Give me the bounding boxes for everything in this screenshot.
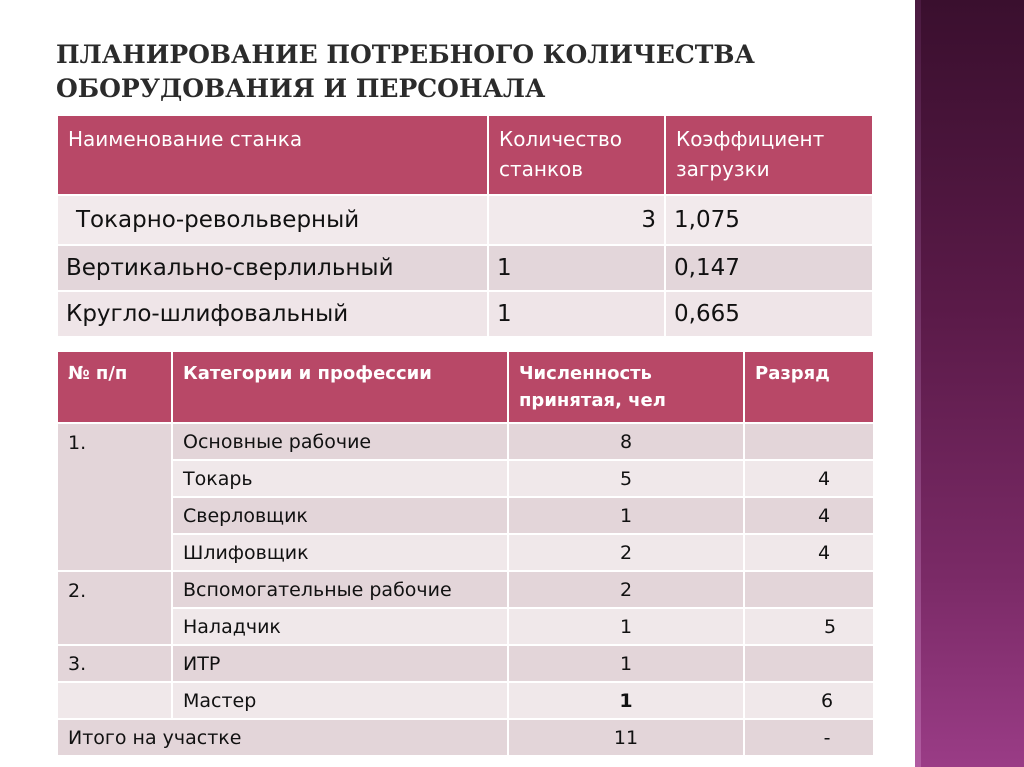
- machine-count: 1: [489, 246, 664, 290]
- load-factor: 0,665: [666, 292, 872, 336]
- headcount: 1: [509, 646, 743, 681]
- column-header-machine-name: Наименование станка: [58, 116, 487, 194]
- column-header-headcount: Численность принятая, чел: [509, 352, 743, 422]
- title-line-1: ПЛАНИРОВАНИЕ ПОТРЕБНОГО КОЛИЧЕСТВА: [56, 40, 755, 69]
- group-number: 3.: [58, 646, 171, 681]
- headcount: 2: [509, 572, 743, 607]
- load-factor: 1,075: [666, 196, 872, 244]
- column-header-category: Категории и профессии: [173, 352, 507, 422]
- column-header-machine-count: Количество станков: [489, 116, 664, 194]
- column-header-number: № п/п: [58, 352, 171, 422]
- headcount: 2: [509, 535, 743, 570]
- machines-table: [56, 114, 874, 338]
- table-row: [58, 196, 872, 244]
- grade: 4: [745, 461, 873, 496]
- category-name: ИТР: [173, 646, 507, 681]
- machine-name: Кругло-шлифовальный: [58, 292, 487, 336]
- grade: 4: [745, 535, 873, 570]
- headcount: 5: [509, 461, 743, 496]
- table-row: [58, 572, 873, 607]
- table-row-total: [58, 720, 873, 755]
- grade: 6: [745, 683, 873, 718]
- category-name: Основные рабочие: [173, 424, 507, 459]
- category-name: Вспомогательные рабочие: [173, 572, 507, 607]
- machine-count: 1: [489, 292, 664, 336]
- group-number-empty: [58, 683, 171, 718]
- machine-count: 3: [489, 196, 664, 244]
- group-number: 2.: [58, 572, 171, 644]
- machine-name: Вертикально-сверлильный: [58, 246, 487, 290]
- table-header-row: [58, 116, 872, 194]
- headcount: 1: [509, 609, 743, 644]
- total-label: Итого на участке: [58, 720, 507, 755]
- category-name: Шлифовщик: [173, 535, 507, 570]
- grade: [745, 572, 873, 607]
- column-header-grade: Разряд: [745, 352, 873, 422]
- total-headcount: 11: [509, 720, 743, 755]
- headcount: 1: [509, 683, 743, 718]
- column-header-load-factor: Коэффициент загрузки: [666, 116, 872, 194]
- staff-table: [56, 350, 875, 757]
- table-row: [58, 498, 873, 533]
- category-name: Мастер: [173, 683, 507, 718]
- decorative-side-panel: [915, 0, 1024, 767]
- category-name: Сверловщик: [173, 498, 507, 533]
- table-row: [58, 424, 873, 459]
- table-row: [58, 683, 873, 718]
- table-row: [58, 609, 873, 644]
- table-row: [58, 535, 873, 570]
- headcount: 1: [509, 498, 743, 533]
- category-name: Наладчик: [173, 609, 507, 644]
- grade: 5: [745, 609, 873, 644]
- slide-title: [56, 38, 896, 106]
- group-number: 1.: [58, 424, 171, 570]
- load-factor: 0,147: [666, 246, 872, 290]
- table-row: [58, 292, 872, 336]
- headcount: 8: [509, 424, 743, 459]
- grade: [745, 646, 873, 681]
- table-row: [58, 461, 873, 496]
- table-row: [58, 646, 873, 681]
- table-header-row: [58, 352, 873, 422]
- machine-name: Токарно-револьверный: [58, 196, 487, 244]
- total-grade: -: [745, 720, 873, 755]
- table-row: [58, 246, 872, 290]
- grade: [745, 424, 873, 459]
- grade: 4: [745, 498, 873, 533]
- category-name: Токарь: [173, 461, 507, 496]
- title-line-2: ОБОРУДОВАНИЯ И ПЕРСОНАЛА: [56, 74, 546, 103]
